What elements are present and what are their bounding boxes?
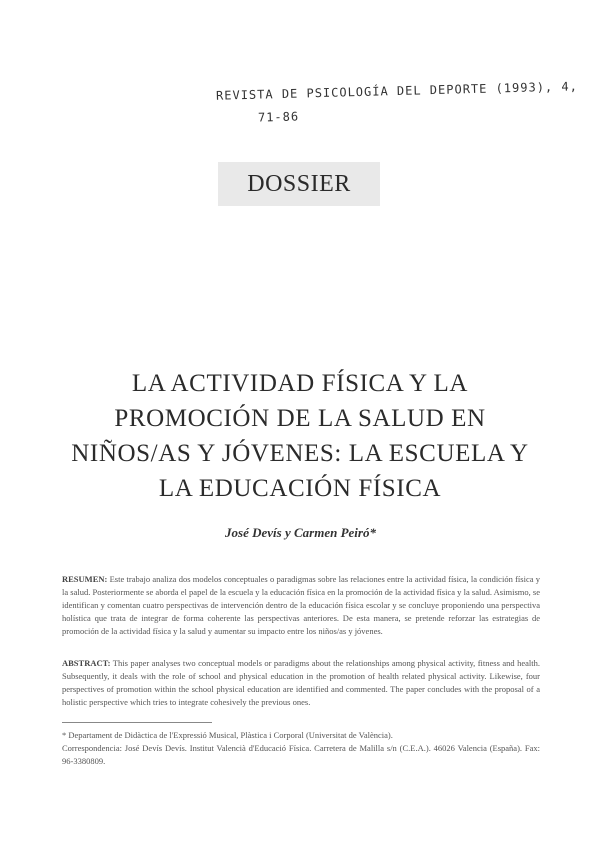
article-title [70,366,530,506]
resumen-lead: RESUMEN: [62,574,108,584]
title-line-3: NIÑOS/AS Y JÓVENES: LA ESCUELA Y [71,440,529,467]
footnote-affiliation: * Departament de Didàctica de l'Expressió Musical, Plàstica i Corporal (Universitat de València). [62,730,393,740]
footnote [62,729,540,768]
title-line-2: PROMOCIÓN DE LA SALUD EN [114,405,486,432]
footnote-correspondence: Correspondencia: José Devís Devís. Institut Valencià d'Educació Física. Carretera de Malilla s/n (C.E.A.). 46026 Valencia (España). Fax: 96-3380809. [62,743,540,766]
title-line-1: LA ACTIVIDAD FÍSICA Y LA [131,370,469,397]
section-label: DOSSIER [247,170,351,197]
authors: José Devís y Carmen Peiró* [225,525,376,540]
resumen-text: Este trabajo analiza dos modelos conceptuales o paradigmas sobre las relaciones entre la actividad física, la condición física y la salud. Posteriormente se aborda el papel de la escuela y la educación física en la promoción de la actividad física y la salud. Asimismo, se identifican y comentan cuatro perspectivas de intervención dentro de la educación física escolar y se concluye proponiendo una perspectiva holística que trata de integrar de forma coherente las perspectivas anteriores. De esta manera, se pretende reforzar las estrategias de promoción de la actividad física y la salud y aumentar su impacto entre los niños/as y jóvenes. [62,574,540,636]
title-line-4: LA EDUCACIÓN FÍSICA [158,475,442,502]
section-label-box [218,162,380,206]
handwritten-citation: REVISTA DE PSICOLOGÍA DEL DEPORTE (1993), 4, [215,79,579,103]
abstract-text: This paper analyses two conceptual models or paradigms about the relationships among physical activity, fitness and health. Subsequently, it deals with the role of school and physical education in the promotion of health related physical activity. Likewise, four perspectives of promotion within the school physical education are identified and commented. The paper concludes with the proposal of a holistic perspective which tries to integrate cohesively the previous ones. [62,658,540,707]
footnote-divider [62,722,212,723]
abstract-paragraph [62,657,540,711]
resumen-paragraph [62,573,540,641]
abstract-lead: ABSTRACT: [62,658,111,668]
handwritten-pages: 71-86 [257,109,300,125]
